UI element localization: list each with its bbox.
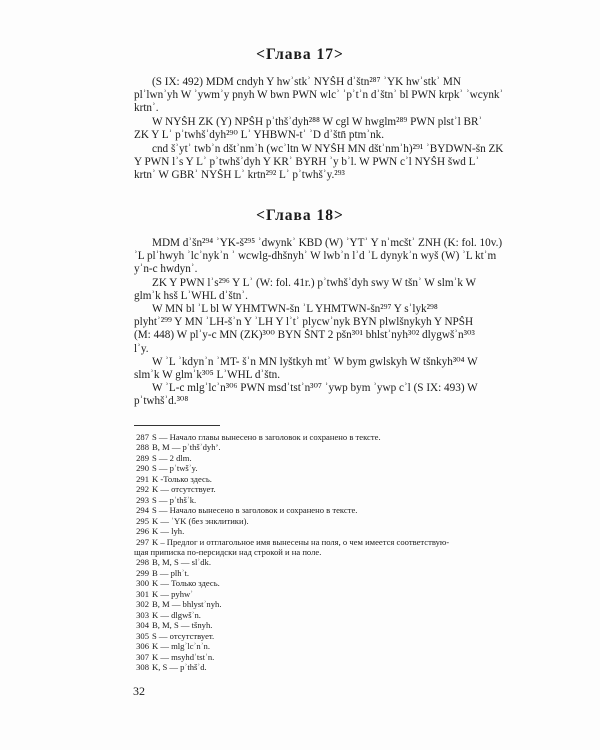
- chapter-18-paragraph-4: [134, 356, 508, 382]
- footnote: [134, 662, 514, 672]
- footnote-text: S — pʾthšʾk.: [152, 494, 197, 505]
- footnote: [134, 547, 514, 557]
- text-line: W MN bl ʾL bl W YHMTWN-šn ʾL YHMTWN-šn²⁹⁷ Y sʾlyk²⁹⁸: [152, 303, 438, 315]
- text-line: krtnʾ.: [134, 102, 159, 115]
- chapter-17-paragraph-2: [134, 116, 508, 142]
- chapter-18-heading: <Глава 18>: [256, 207, 344, 224]
- footnotes: [134, 432, 514, 672]
- footnote: [134, 495, 514, 505]
- footnote-text: S — Начало вынесено в заголовок и сохранено в тексте.: [152, 505, 358, 516]
- footnote-number: 288: [136, 442, 149, 453]
- text-line: (M: 448) W plʾy-c MN (ZK)³⁰⁰ BYN ŠNT 2 pšn³⁰¹ bhlstʾnyh³⁰² dlygwšʾn³⁰³: [134, 329, 475, 342]
- footnote-text: S — Начало главы вынесено в заголовок и сохранено в тексте.: [152, 432, 381, 442]
- footnote-number: 297: [136, 536, 149, 547]
- footnote-text: B, M — pʾthšʾdyh’.: [152, 442, 221, 453]
- text-line: W ʾL-c mlgʾlcʾn³⁰⁶ PWN msdʾtstʾn³⁰⁷ ʾywp bym ʾywp cʾl (S IX: 493) W: [152, 382, 478, 394]
- footnote-number: 289: [136, 452, 149, 463]
- footnote-number: 300: [136, 578, 149, 589]
- footnote-text: S — отсутствует.: [152, 630, 215, 641]
- footnote-text: K -Только здесь.: [152, 473, 212, 484]
- text-line: ZK Y PWN lʾs²⁹⁶ Y Lʾ (W: fol. 41r.) pʾtwhšʾdyh swy W tšnʾ W slmʾk W: [152, 277, 477, 289]
- text-line: plʾlwnʾyh W ʾywmʾy pnyh W bwn PWN wlcʾ ʾpʾtʾn dʾštnʾ bl PWN krpkʾ ʾwcynkʾ: [134, 89, 504, 102]
- footnote-number: 292: [136, 484, 149, 495]
- footnote: [134, 453, 514, 463]
- text-line: MDM dʾšn²⁹⁴ ʾYK-š²⁹⁵ ʾdwynkʾ KBD (W) ʾYTʾ Y nʾmcštʾ ZNH (K: fol. 10v.): [152, 237, 503, 249]
- footnote-text: K — pyhwʾ: [152, 588, 194, 599]
- footnote-number: 308: [136, 661, 149, 672]
- chapter-18-paragraph-3: [134, 303, 508, 356]
- footnote: [134, 484, 514, 494]
- footnote-number: 301: [136, 588, 149, 599]
- text-line: ʾL plʾhwyh ʾlcʾnykʾn ʾ wcwlg-dhšnyhʾ W lwbʾn lʾd ʾL dynykʾn wyš (W) ʾL ktʾm: [134, 250, 497, 263]
- footnote: [134, 474, 514, 484]
- footnote-number: 299: [136, 567, 149, 578]
- footnote: [134, 442, 514, 452]
- footnote: [134, 526, 514, 536]
- footnote-text: S — 2 dlm.: [152, 452, 192, 463]
- text-line: (S IX: 492) MDM cndyh Y hwʾstkʾ NYŠH dʾštn²⁸⁷ ʾYK hwʾstkʾ MN: [152, 76, 461, 88]
- footnote: [134, 463, 514, 473]
- footnote-text: K — msyhdʾtstʾn.: [152, 651, 215, 662]
- footnote: [134, 631, 514, 641]
- footnote: [134, 557, 514, 567]
- text-line: ZK Y Lʾ pʾtwhšʾdyh²⁹⁰ Lʾ YHBWN-tʾ ʾD dʾštn̄ ptmʾnk.: [134, 129, 385, 142]
- footnote: [134, 537, 514, 547]
- footnote-separator: [134, 425, 220, 426]
- footnote-text: B, M, S — slʾdk.: [152, 557, 211, 568]
- footnote-text: K – Предлог и отглагольное имя вынесены на поля, о чем имеется соответствую-: [152, 536, 450, 547]
- footnote-number: 291: [136, 473, 149, 484]
- footnote-text: B, M, S — tšnyh.: [152, 620, 213, 631]
- footnote-text: K — dlgwšʾn.: [152, 609, 201, 620]
- footnote-text: K — mlgʾlcʾnʾn.: [152, 641, 210, 652]
- footnote-number: 307: [136, 651, 149, 662]
- footnote-number: 295: [136, 515, 149, 526]
- footnote-text: B — plhʾt.: [152, 567, 190, 578]
- footnote: [134, 620, 514, 630]
- footnote-number: 293: [136, 494, 149, 505]
- footnote: [134, 578, 514, 588]
- footnote: [134, 589, 514, 599]
- footnote-number: 298: [136, 557, 149, 568]
- footnote-text: K — отсутствует.: [152, 484, 216, 495]
- text-line: yʾn-c hwdynʾ.: [134, 263, 198, 276]
- text-line: krtnʾ W GBRʾ NYŠH Lʾ krtn²⁹² Lʾ pʾtwhšʾy.²⁹³: [134, 169, 345, 182]
- text-line: slmʾk W glmʾk³⁰⁵ LʾWHL dʾštn.: [134, 369, 281, 382]
- footnote-number: 303: [136, 609, 149, 620]
- footnote: [134, 652, 514, 662]
- footnote-text: K — Только здесь.: [152, 578, 220, 589]
- footnote-text: K, S — pʾthšʾd.: [152, 661, 207, 672]
- text-line: lʾy.: [134, 342, 149, 355]
- chapter-18-paragraph-5: [134, 382, 508, 408]
- chapter-18-paragraph-1: [134, 237, 508, 277]
- footnote-number: 302: [136, 599, 149, 610]
- footnote: [134, 599, 514, 609]
- footnote: [134, 432, 514, 442]
- footnote: [134, 516, 514, 526]
- footnote-text: B, M — bhlystʾnyh.: [152, 599, 222, 610]
- footnote-text: K — ʾYK (без энклитики).: [152, 515, 249, 526]
- text-line: plyhtʾ²⁹⁹ Y MN ʾLH-šʾn Y ʾLH Y lʾtʾ plycwʾnyk BYN plwlšnykyh Y NPŠH: [134, 316, 474, 329]
- footnote-text: S — pʾtwšʾy.: [152, 463, 198, 474]
- footnote: [134, 641, 514, 651]
- footnote-text: K — lyh.: [152, 526, 185, 537]
- footnote-number: 306: [136, 641, 149, 652]
- text-line: W NYŠH ZK (Y) NPŠH pʾthšʾdyh²⁸⁸ W cgl W hwglm²⁸⁹ PWN plstʾl BRʾ: [152, 116, 483, 128]
- chapter-18-paragraph-2: [134, 277, 508, 303]
- footnote: [134, 505, 514, 515]
- text-line: Y PWN lʾs Y Lʾ pʾtwhšʾdyh Y KRʾ BYRH ʾy bʾl. W PWN cʾl NYŠH šwd Lʾ: [134, 156, 480, 169]
- chapter-17-paragraph-1: [134, 76, 508, 116]
- text-line: glmʾk hsš LʾWHL dʾštnʾ.: [134, 290, 248, 303]
- footnote-text: щая приписка по-персидски над строкой и на поле.: [134, 546, 322, 557]
- footnote: [134, 568, 514, 578]
- chapter-17-heading: <Глава 17>: [256, 46, 344, 63]
- footnote-number: 296: [136, 526, 149, 537]
- text-line: W ʾL ʾkdynʾn ʾMT- šʾn MN lyštkyh mtʾ W bym gwlskyh W tšnkyh³⁰⁴ W: [152, 356, 478, 368]
- footnote-number: 287: [136, 432, 149, 442]
- footnote-number: 294: [136, 505, 149, 516]
- footnote-number: 305: [136, 630, 149, 641]
- footnote: [134, 610, 514, 620]
- chapter-17-paragraph-3: [134, 143, 508, 183]
- text-line: pʾtwhšʾd.³⁰⁸: [134, 395, 189, 408]
- page-number: 32: [133, 684, 145, 698]
- text-line: cnd šʾytʾ twbʾn dštʾnmʾh (wcʾltn W NYŠH MN dštʾnmʾh)²⁹¹ ʾBYDWN-šn ZK: [152, 143, 504, 155]
- footnote-number: 304: [136, 620, 149, 631]
- footnote-number: 290: [136, 463, 149, 474]
